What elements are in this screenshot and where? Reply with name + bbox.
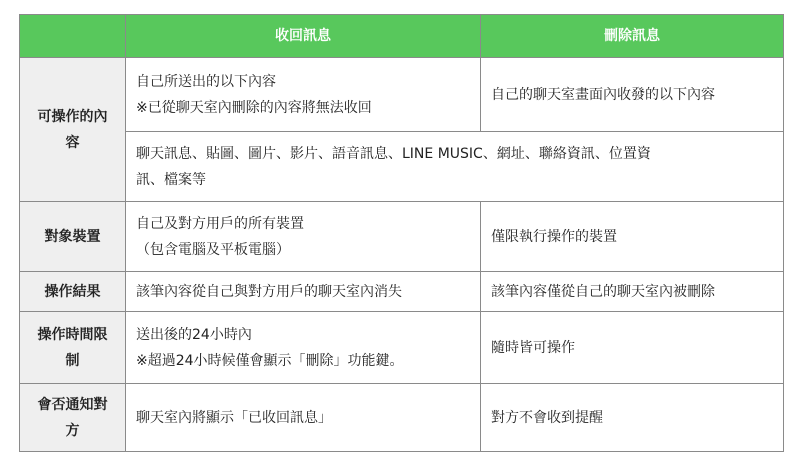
cell-text: 自己所送出的以下內容	[136, 73, 276, 90]
cell-note: ※已從聊天室內刪除的內容將無法收回	[136, 99, 372, 116]
row-label-line: 可操作的內	[37, 108, 108, 125]
row-operable-content	[20, 58, 784, 132]
cell-timelimit-delete: 隨時皆可操作	[481, 312, 784, 384]
row-target-devices	[20, 202, 784, 272]
row-label-line: 容	[65, 134, 80, 151]
cell-operable-recall	[126, 58, 481, 132]
row-label-line: 方	[65, 422, 80, 439]
cell-devices-delete: 僅限執行操作的裝置	[481, 202, 784, 272]
row-label-line: 操作時間限	[37, 326, 108, 343]
header-row	[20, 15, 784, 58]
cell-notify-delete: 對方不會收到提醒	[481, 384, 784, 452]
cell-operable-delete: 自己的聊天室畫面內收發的以下內容	[481, 58, 784, 132]
header-recall-message: 收回訊息	[126, 15, 481, 58]
row-label-operable-content	[20, 58, 126, 202]
cell-timelimit-recall	[126, 312, 481, 384]
row-time-limit	[20, 312, 784, 384]
row-label-time-limit	[20, 312, 126, 384]
cell-text: （包含電腦及平板電腦）	[136, 241, 290, 258]
cell-devices-recall	[126, 202, 481, 272]
cell-result-recall: 該筆內容從自己與對方用戶的聊天室內消失	[126, 272, 481, 312]
row-notify-other	[20, 384, 784, 452]
header-corner	[20, 15, 126, 58]
row-label-line: 會否通知對	[37, 396, 108, 413]
row-label-target-devices: 對象裝置	[20, 202, 126, 272]
header-delete-message: 刪除訊息	[481, 15, 784, 58]
cell-operable-shared	[126, 132, 784, 202]
cell-note: ※超過24小時候僅會顯示「刪除」功能鍵。	[136, 352, 404, 369]
cell-notify-recall: 聊天室內將顯示「已收回訊息」	[126, 384, 481, 452]
cell-text: 訊、檔案等	[136, 171, 206, 188]
cell-result-delete: 該筆內容僅從自己的聊天室內被刪除	[481, 272, 784, 312]
row-operation-result	[20, 272, 784, 312]
row-label-notify-other	[20, 384, 126, 452]
row-label-operation-result: 操作結果	[20, 272, 126, 312]
cell-text: 聊天訊息、貼圖、圖片、影片、語音訊息、LINE MUSIC、網址、聯絡資訊、位置資	[136, 145, 651, 162]
row-label-line: 制	[65, 352, 80, 369]
cell-text: 自己及對方用戶的所有裝置	[136, 215, 304, 232]
row-operable-shared	[20, 132, 784, 202]
cell-text: 送出後的24小時內	[136, 326, 252, 343]
comparison-table	[19, 14, 784, 452]
